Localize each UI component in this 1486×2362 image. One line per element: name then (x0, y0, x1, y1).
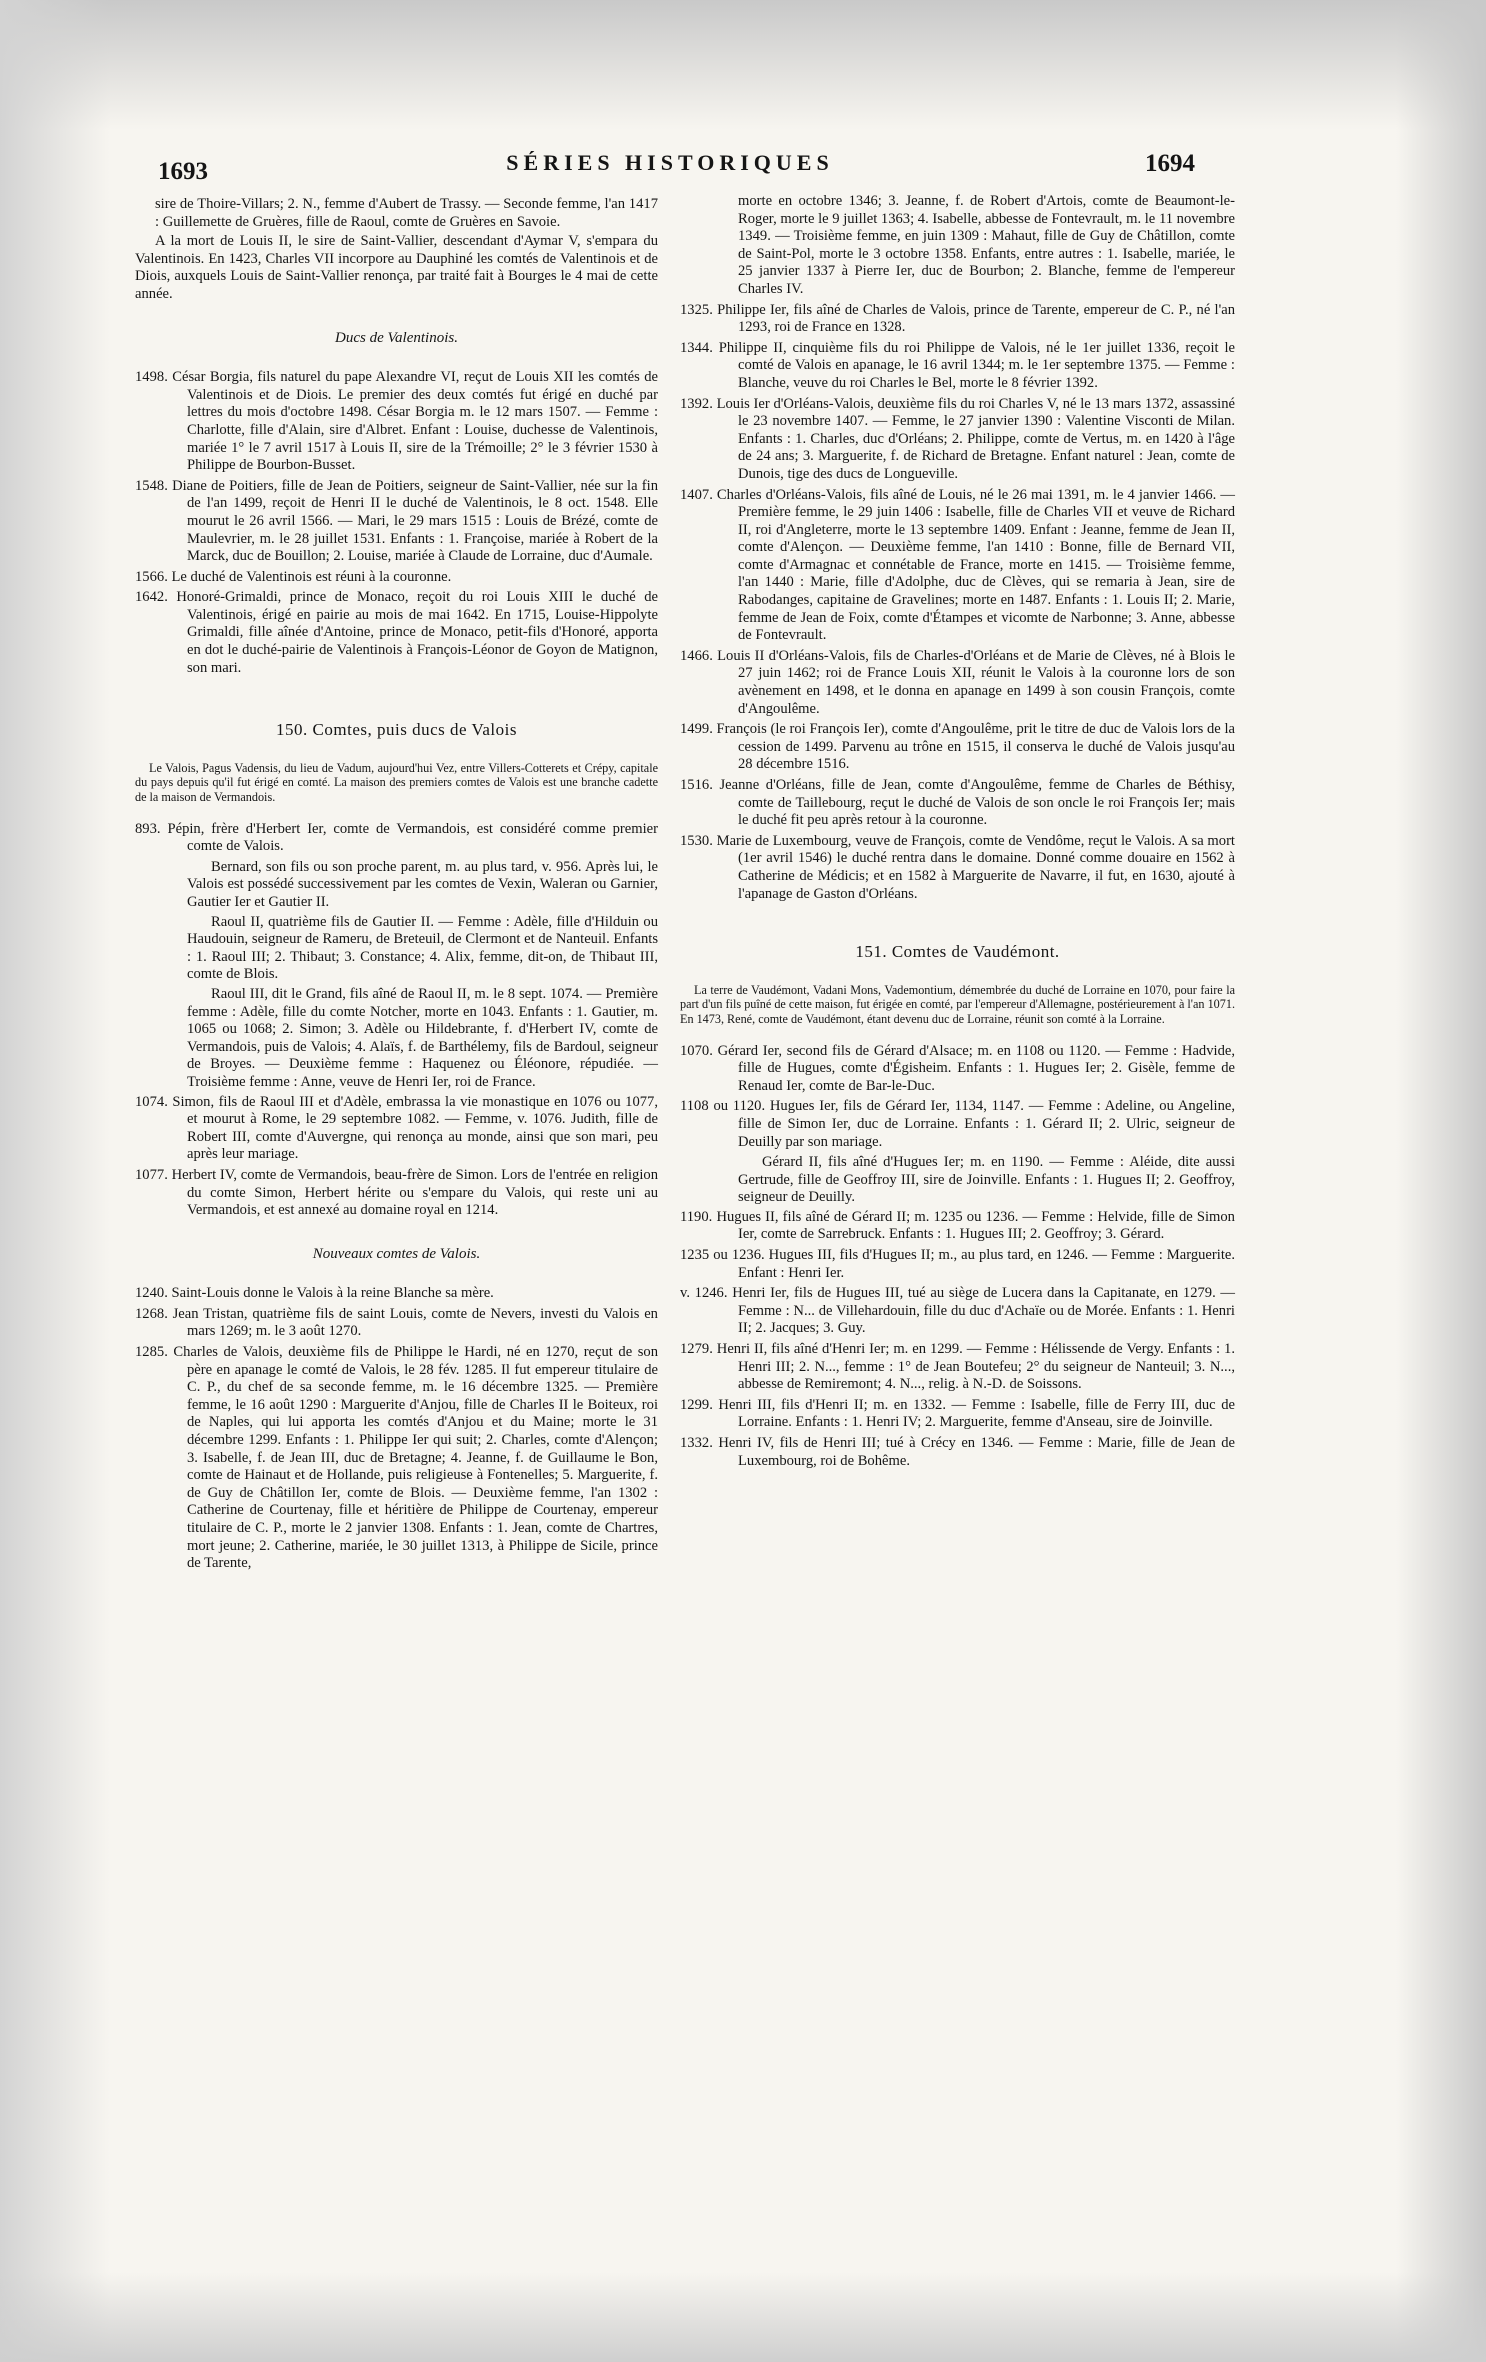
chronology-entry (135, 589, 658, 677)
chronology-entry (680, 1397, 1235, 1432)
entry-year: 1268. (135, 1305, 168, 1322)
entry-text: Honoré-Grimaldi, prince de Monaco, reçoit du roi Louis XIII le duché de Valentinois, érigé en pairie au mois de mai 1642. En 1715, Louise-Hippolyte Grimaldi, fille aînée d'Antoine, prince de Monaco, petit-fils d'Honoré, apporta en dot le duché-pairie de Valentinois à François-Léonor de Goyon de Matignon, son mari. (176, 589, 658, 676)
left-page-number: 1693 (158, 158, 208, 185)
chronology-entry (680, 1247, 1235, 1282)
entry-text: ou 1120. Hugues Ier, fils de Gérard Ier, 1134, 1147. — Femme : Adeline, ou Angeline, fille de Simon Ier, duc de Lorraine. Enfants : 1. Gérard II; 2. Ulric, seigneur de Deuilly par son mariage. (713, 1098, 1235, 1150)
chronology-entry (680, 1209, 1235, 1244)
section-150-intro: Le Valois, Pagus Vadensis, du lieu de Vadum, aujourd'hui Vez, entre Villers-Cotterets et Crépy, capitale du pays depuis qu'il fut érigé en comté. La maison des premiers comtes de Valois est une branche cadette de la maison de Vermandois. (135, 760, 658, 805)
chronology-entry (680, 833, 1235, 903)
section-151-heading: 151. Comtes de Vaudémont. (855, 942, 1060, 962)
entry-text: Charles de Valois, deuxième fils de Philippe le Hardi, né en 1270, reçut de son père en apanage le comté de Valois, le 28 fév. 1285. Il fut empereur titulaire de C. P., du chef de sa seconde femme, m. le 16 décembre 1325. — Première femme, le 16 août 1290 : Marguerite d'Anjou, fille de Charles II le Boiteux, roi de Naples, qui lui apporta les comtés d'Anjou et du Maine; morte le 31 décembre 1299. Enfants : 1. Philippe Ier qui suit; 2. Charles, comte d'Alençon; 3. Isabelle, f. de Jean III, duc de Bretagne; 4. Jeanne, f. de Guillaume le Bon, comte de Hainaut et de Hollande, puis religieuse à Fontenelles; 5. Marguerite, f. de Guy de Châtillon Ier, comte de Blois. — Deuxième femme, l'an 1302 : Catherine de Courtenay, fille et héritière de Philippe de Courtenay, empereur titulaire de C. P., morte le 2 janvier 1308. Enfants : 1. Jean, comte de Chartres, mort jeune; 2. Catherine, mariée, le 30 juillet 1313, à Philippe de Sicile, prince de Tarente, (173, 1344, 658, 1572)
chronology-entry (135, 369, 658, 475)
chronology-entry (680, 340, 1235, 393)
entry-year: 1407. (680, 486, 713, 503)
entry-year: 1070. (680, 1042, 713, 1059)
entry-text: Philippe Ier, fils aîné de Charles de Valois, prince de Tarente, empereur de C. P., né l'an 1293, roi de France en 1328. (717, 301, 1235, 336)
entry-year: 1548. (135, 477, 168, 494)
entry-text: Philippe II, cinquième fils du roi Philippe de Valois, né le 1er juillet 1336, reçoit le comté de Valois en apanage, le 16 avril 1344; m. le 1er septembre 1375. — Femme : Blanche, veuve du roi Charles le Bel, morte le 8 février 1392. (718, 339, 1235, 391)
entry-text: Marie de Luxembourg, veuve de François, comte de Vendôme, reçut le Valois. A sa mort (1er avril 1546) le duché rentra dans le domaine. Donné comme douaire en 1562 à Catherine de Médicis; et en 1582 à Marguerite de Navarre, il fut, en 1630, ajouté à l'apanage de Gaston d'Orléans. (716, 832, 1235, 902)
chronology-sub-entry: Bernard, son fils ou son proche parent, m. au plus tard, v. 956. Après lui, le Valois est possédé successivement par les comtes de Vexin, Waleran ou Garnier, Gautier Ier et Gautier II. (187, 858, 658, 910)
left-column (135, 196, 658, 1576)
entry-year: 1077. (135, 1166, 168, 1183)
entry-text: Pépin, frère d'Herbert Ier, comte de Vermandois, est considéré comme premier comte de Valois. (167, 820, 658, 855)
chronology-sub-entry: Raoul II, quatrième fils de Gautier II. — Femme : Adèle, fille d'Hilduin ou Haudouin, seigneur de Rameru, de Breteuil, de Clermont et de Nanteuil. Enfants : 1. Raoul III; 2. Thibaut; 3. Constance; 4. Alix, femme, dit-on, de Thibaut III, comte de Blois. (187, 913, 658, 983)
entry-year: 1332. (680, 1435, 713, 1451)
chronology-entry (680, 1285, 1235, 1338)
entry-text: Henri Ier, fils de Hugues III, tué au siège de Lucera dans la Capitanate, en 1279. — Femme : N... de Villehardouin, fille du duc d'Achaïe ou de Morée. Enfants : 1. Henri II; 2. Jacques; 3. Guy. (732, 1285, 1235, 1337)
entry-text: Hugues II, fils aîné de Gérard II; m. 1235 ou 1236. — Femme : Helvide, fille de Simon Ier, comte de Sarrebruck. Enfants : 1. Hugues III; 2. Geoffroy; 3. Gérard. (716, 1208, 1235, 1243)
entry-year: 1642. (135, 589, 168, 606)
entry-year: 1108 (680, 1098, 709, 1115)
entry-text: Saint-Louis donne le Valois à la reine Blanche sa mère. (171, 1285, 494, 1302)
right-page-number: 1694 (1145, 150, 1195, 177)
entry-year: 1235 (680, 1247, 710, 1264)
chronology-entry (135, 478, 658, 566)
entry-text: Simon, fils de Raoul III et d'Adèle, embrassa la vie monastique en 1076 ou 1077, et mourut à Rome, le 29 septembre 1082. — Femme, v. 1076. Judith, fille de Robert III, comte d'Auvergne, qui renonça au monde, ainsi que son mari, peu après leur mariage. (172, 1093, 658, 1163)
chronology-entry (680, 302, 1235, 337)
entry-year: 1285. (135, 1344, 168, 1361)
entry-year: v. 1246. (680, 1285, 728, 1302)
entry-year: 1566. (135, 568, 168, 585)
nouveaux-comtes-heading: Nouveaux comtes de Valois. (312, 1245, 481, 1262)
chronology-entry (680, 777, 1235, 830)
right-continuation-paragraph: morte en octobre 1346; 3. Jeanne, f. de Robert d'Artois, comte de Beaumont-le-Roger, morte le 9 juillet 1363; 4. Isabelle, abbesse de Fontevrault, m. le 11 novembre 1349. — Troisième femme, en juin 1309 : Mahaut, fille de Guy de Châtillon, comte de Saint-Pol, morte le 3 octobre 1358. Enfants, entre autres : 1. Isabelle, mariée, le 25 janvier 1337 à Pierre Ier, duc de Bourbon; 2. Blanche, femme de l'empereur Charles IV. (738, 193, 1235, 297)
ducs-valentinois-heading: Ducs de Valentinois. (335, 329, 458, 346)
chronology-entry (135, 1344, 658, 1573)
entry-year: 1344. (680, 339, 713, 356)
entry-year: 1325. (680, 301, 713, 318)
chronology-sub-entry: Raoul III, dit le Grand, fils aîné de Raoul II, m. le 8 sept. 1074. — Première femme : Adèle, fille du comte Notcher, morte en 1043. Enfants : 1. Gautier, m. 1065 ou 1068; 2. Simon; 3. Adèle ou Hildebrante, f. d'Herbert IV, comte de Vermandois, puis de Valois; 4. Alaïs, f. de Barthélemy, fils de Bardoul, seigneur de Broyes. — Deuxième femme : Haquenez ou Éléonore, répudiée. — Troisième femme : Anne, veuve de Henri Ier, roi de France. (187, 985, 658, 1090)
chronology-entry (135, 1094, 658, 1164)
entry-text: ou 1236. Hugues III, fils d'Hugues II; m., au plus tard, en 1246. — Femme : Marguerite. Enfant : Henri Ier. (713, 1247, 1236, 1281)
chronology-entry (680, 396, 1235, 484)
chronology-entry (680, 721, 1235, 774)
entry-text: Gérard Ier, second fils de Gérard d'Alsace; m. en 1108 ou 1120. — Femme : Hadvide, fille de Hugues, comte d'Égisheim. Enfants : 1. Hugues Ier; 2. Gisèle, femme de Renaud Ier, comte de Bar-le-Duc. (717, 1042, 1235, 1094)
entry-year: 1299. (680, 1396, 713, 1413)
entry-text: Herbert IV, comte de Vermandois, beau-frère de Simon. Lors de l'entrée en religion du comte Simon, Herbert hérite ou s'empare du Valois, qui reste uni au Vermandois, et est annexé au domaine royal en 1214. (171, 1166, 658, 1219)
left-paragraph: A la mort de Louis II, le sire de Saint-Vallier, descendant d'Aymar V, s'empara du Valentinois. En 1423, Charles VII incorpore au Dauphiné les comtés de Valentinois et de Diois, auxquels Louis de Saint-Vallier renonça, par traité fait à Bourges le 4 mai de cette année. (135, 233, 658, 302)
left-paragraph: sire de Thoire-Villars; 2. N., femme d'Aubert de Trassy. — Seconde femme, l'an 1417 : Guillemette de Gruères, fille de Raoul, comte de Gruères en Savoie. (155, 196, 658, 230)
entry-year: 1530. (680, 832, 713, 849)
entry-text: François (le roi François Ier), comte d'Angoulême, prit le titre de duc de Valois lors de la cession de 1499. Parvenu au trône en 1515, il conserva le duché de Valois jusqu'au 28 décembre 1516. (716, 721, 1235, 773)
chronology-entry (680, 1435, 1235, 1470)
entry-year: 1190. (680, 1208, 713, 1225)
entry-year: 1240. (135, 1285, 168, 1302)
entry-text: Henri III, fils d'Henri II; m. en 1332. — Femme : Isabelle, fille de Ferry III, duc de Lorraine. Enfants : 1. Henri IV; 2. Marguerite, femme d'Anseau, sire de Joinville. (718, 1396, 1235, 1431)
entry-text: Diane de Poitiers, fille de Jean de Poitiers, seigneur de Saint-Vallier, née sur la fin de l'an 1499, reçoit de Henri II le duché de Valentinois, le 8 oct. 1548. Elle mourut le 26 avril 1566. — Mari, le 29 mars 1515 : Louis de Brézé, comte de Maulevrier, m. le 28 juillet 1531. Enfants : 1. Françoise, mariée à Robert de la Marck, duc de Bouillon; 2. Louise, mariée à Claude de Lorraine, duc d'Aumale. (172, 477, 658, 565)
entry-year: 1279. (680, 1341, 713, 1358)
entry-text: César Borgia, fils naturel du pape Alexandre VI, reçut de Louis XII les comtés de Valentinois et de Diois. Le premier des deux comtés fut érigé en duché par lettres du mois d'octobre 1498. César Borgia m. le 12 mars 1507. — Femme : Charlotte, fille d'Alain, sire d'Albret. Enfant : Louise, duchesse de Valentinois, mariée 1° le 7 avril 1517 à Louis II, sire de la Trémoille; 2° le 3 février 1530 à Philippe de Bourbon-Busset. (172, 369, 658, 474)
entry-text: Henri II, fils aîné d'Henri Ier; m. en 1299. — Femme : Hélissende de Vergy. Enfants : 1. Henri III; 2. N..., femme : 1° de Jean Boutefeu; 2° du seigneur de Nanteuil; 3. N..., abbesse de Remiremont; 4. N..., relig. à N.-D. de Soissons. (716, 1341, 1235, 1393)
entry-text: Charles d'Orléans-Valois, fils aîné de Louis, né le 26 mai 1391, m. le 4 janvier 1466. — Première femme, le 29 juin 1406 : Isabelle, fille de Charles VII et veuve de Richard II, roi d'Angleterre, morte le 13 septembre 1409. Enfant : Jeanne, femme de Jean II, comte d'Alençon. — Deuxième femme, l'an 1410 : Bonne, fille de Bernard VII, comte d'Armagnac et connétable de France, morte en 1415. — Troisième femme, l'an 1440 : Marie, fille d'Adolphe, duc de Clèves, qui se remaria à Jean, sire de Rabodanges, capitaine de Gravelines; morte en 1487. Enfants : 1. Louis II; 2. Marie, femme de Jean de Foix, comte d'Étampes et vicomte de Narbonne; 3. Anne, abbesse de Fontevrault. (716, 486, 1235, 644)
entry-text: Louis II d'Orléans-Valois, fils de Charles-d'Orléans et de Marie de Clèves, né à Blois le 27 juin 1462; roi de France Louis XII, réunit le Valois à la couronne lors de son avènement en 1498, et le donna en apanage en 1499 à son cousin François, comte d'Angoulême. (717, 647, 1235, 717)
chronology-entry (680, 1098, 1235, 1151)
entry-year: 1074. (135, 1093, 168, 1110)
chronology-entry (135, 821, 658, 856)
entry-year: 1392. (680, 395, 713, 412)
chronology-entry (680, 1043, 1235, 1096)
entry-text: Le duché de Valentinois est réuni à la couronne. (171, 568, 452, 585)
entry-text: Henri IV, fils de Henri III; tué à Crécy en 1346. — Femme : Marie, fille de Jean de Luxembourg, roi de Bohême. (718, 1435, 1235, 1469)
entry-year: 1498. (135, 369, 168, 386)
entry-text: Jean Tristan, quatrième fils de saint Louis, comte de Nevers, investi du Valois en mars 1269; m. le 3 août 1270. (172, 1305, 658, 1340)
entry-year: 1466. (680, 647, 713, 664)
entry-year: 1499. (680, 721, 713, 738)
chronology-entry (680, 1341, 1235, 1394)
chronology-sub-entry: Gérard II, fils aîné d'Hugues Ier; m. en 1190. — Femme : Aléide, dite aussi Gertrude, fille de Geoffroy III, sire de Joinville. Enfants : 1. Hugues II; 2. Geoffroy, seigneur de Deuilly. (738, 1154, 1235, 1206)
chronology-entry (680, 487, 1235, 645)
running-title: SÉRIES HISTORIQUES (506, 150, 834, 175)
right-column (680, 193, 1235, 1473)
section-151-intro: La terre de Vaudémont, Vadani Mons, Vademontium, démembrée du duché de Lorraine en 1070, pour faire la part d'un fils puîné de cette maison, fut érigée en comté, par l'empereur d'Allemagne, postérieurement à l'an 1071. En 1473, René, comte de Vaudémont, étant devenu duc de Lorraine, réunit son comté à la Lorraine. (680, 982, 1235, 1026)
chronology-entry (135, 1306, 658, 1341)
chronology-entry (135, 569, 658, 587)
entry-text: Louis Ier d'Orléans-Valois, deuxième fils du roi Charles V, né le 13 mars 1372, assassiné le 23 novembre 1407. — Femme, le 27 janvier 1390 : Valentine Visconti de Milan. Enfants : 1. Charles, duc d'Orléans; 2. Philippe, comte de Vertus, m. en 1420 à l'âge de 24 ans; 3. Marguerite, f. de Richard de Bretagne. Enfant naturel : Jean, comte de Dunois, tige des ducs de Longueville. (716, 395, 1235, 482)
section-150-heading: 150. Comtes, puis ducs de Valois (276, 720, 517, 740)
chronology-entry (135, 1167, 658, 1220)
entry-year: 1516. (680, 777, 713, 793)
chronology-entry (135, 1285, 658, 1303)
chronology-entry (680, 648, 1235, 718)
entry-year: 893. (135, 820, 161, 837)
entry-text: Jeanne d'Orléans, fille de Jean, comte d'Angoulême, femme de Charles de Béthisy, comte de Taillebourg, reçut le duché de Valois de son oncle le roi François Ier; mais le duché fit peu après retour à la couronne. (719, 777, 1235, 829)
